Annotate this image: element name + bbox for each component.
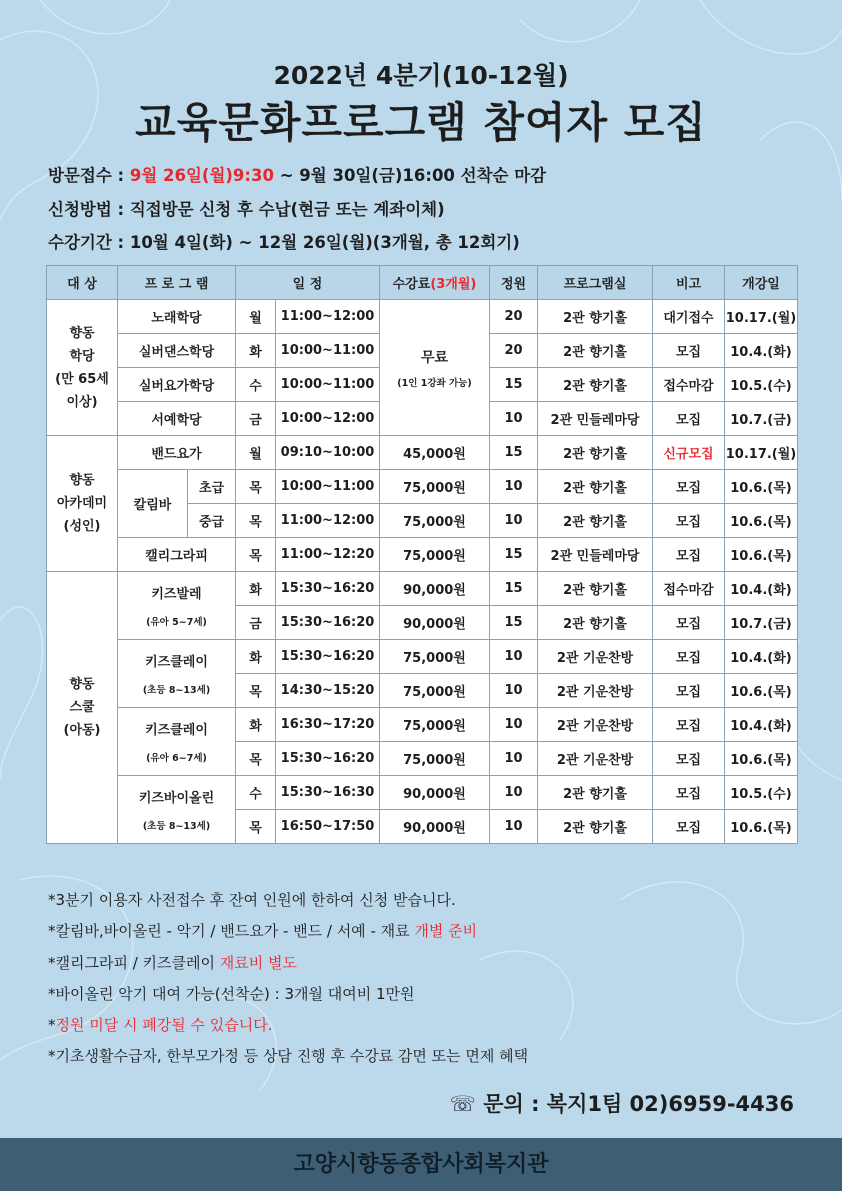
kalimba-cell: 칼림바 [118,470,188,538]
note-cell: 모집 [653,334,725,368]
program-cell: 밴드요가 [118,436,236,470]
day-cell: 화 [236,572,276,606]
note-cell: 모집 [653,538,725,572]
day-cell: 금 [236,402,276,436]
time-cell: 14:30~15:20 [276,674,380,708]
note-3: *캘리그라피 / 키즈클레이 재료비 별도 [48,954,297,972]
page-title: 교육문화프로그램 참여자 모집 [135,98,707,147]
header-target: 대 상 [47,266,118,300]
day-cell: 수 [236,368,276,402]
header-program: 프 로 그 램 [118,266,236,300]
room-cell: 2관 향기홀 [538,572,653,606]
room-cell: 2관 향기홀 [538,368,653,402]
note-cell: 접수마감 [653,368,725,402]
start-cell: 10.17.(월) [725,300,798,334]
fee-cell: 75,000원 [380,538,490,572]
organization-name: 고양시향동종합사회복지관 [293,1152,549,1177]
fee-cell: 75,000원 [380,742,490,776]
time-cell: 10:00~11:00 [276,470,380,504]
capacity-cell: 20 [490,334,538,368]
period-info: 수강기간 : 10월 4일(화) ~ 12월 26일(월)(3개월, 총 12회기) [48,233,520,252]
time-cell: 15:30~16:20 [276,640,380,674]
visit-info: 방문접수 : 9월 26일(월)9:30 ~ 9월 30일(금)16:00 선착순 마감 [48,166,547,185]
day-cell: 목 [236,504,276,538]
capacity-cell: 10 [490,708,538,742]
fee-cell: 75,000원 [380,708,490,742]
start-cell: 10.5.(수) [725,776,798,810]
start-cell: 10.6.(목) [725,674,798,708]
time-cell: 15:30~16:20 [276,742,380,776]
group-cell: 향동 아카데미 (성인) [47,436,118,572]
program-cell: 키즈클레이 (유아 6~7세) [118,708,236,776]
fee-cell: 75,000원 [380,470,490,504]
method-info: 신청방법 : 직접방문 신청 후 수납(현금 또는 계좌이체) [48,200,445,219]
start-cell: 10.4.(화) [725,572,798,606]
capacity-cell: 15 [490,572,538,606]
time-cell: 11:00~12:00 [276,300,380,334]
time-cell: 10:00~11:00 [276,368,380,402]
day-cell: 수 [236,776,276,810]
note-cell: 접수마감 [653,572,725,606]
table-row [47,776,798,810]
time-cell: 15:30~16:30 [276,776,380,810]
table-row [47,300,798,334]
header-schedule: 일 정 [236,266,380,300]
capacity-cell: 10 [490,810,538,844]
program-cell: 실버요가학당 [118,368,236,402]
note-cell: 대기접수 [653,300,725,334]
start-cell: 10.6.(목) [725,742,798,776]
day-cell: 목 [236,810,276,844]
room-cell: 2관 향기홀 [538,436,653,470]
start-cell: 10.6.(목) [725,504,798,538]
room-cell: 2관 향기홀 [538,470,653,504]
start-cell: 10.6.(목) [725,470,798,504]
time-cell: 15:30~16:20 [276,572,380,606]
start-cell: 10.17.(월) [725,436,798,470]
fee-cell: 90,000원 [380,606,490,640]
note-cell: 모집 [653,606,725,640]
note-6: *기초생활수급자, 한부모가정 등 상담 진행 후 수강료 감면 또는 면제 혜택 [48,1047,529,1065]
start-cell: 10.6.(목) [725,810,798,844]
header-capacity: 정원 [490,266,538,300]
capacity-cell: 20 [490,300,538,334]
level-cell: 초급 [188,470,236,504]
program-cell: 서예학당 [118,402,236,436]
header-note: 비고 [653,266,725,300]
capacity-cell: 10 [490,674,538,708]
fee-cell: 75,000원 [380,674,490,708]
room-cell: 2관 향기홀 [538,776,653,810]
note-cell: 모집 [653,640,725,674]
time-cell: 15:30~16:20 [276,606,380,640]
day-cell: 월 [236,300,276,334]
table-row [47,436,798,470]
program-cell: 실버댄스학당 [118,334,236,368]
free-fee-cell: 무료 (1인 1강좌 가능) [380,300,490,436]
table-row [47,538,798,572]
capacity-cell: 10 [490,402,538,436]
table-row [47,708,798,742]
day-cell: 화 [236,708,276,742]
time-cell: 16:30~17:20 [276,708,380,742]
time-cell: 10:00~12:00 [276,402,380,436]
note-5: *정원 미달 시 폐강될 수 있습니다. [48,1016,273,1034]
start-cell: 10.4.(화) [725,334,798,368]
room-cell: 2관 기운찬방 [538,708,653,742]
note-cell: 모집 [653,776,725,810]
contact-info: ☏ 문의 : 복지1팀 02)6959-4436 [449,1092,794,1116]
fee-cell: 45,000원 [380,436,490,470]
program-cell: 키즈클레이 (초등 8~13세) [118,640,236,708]
capacity-cell: 15 [490,368,538,402]
note-1: *3분기 이용자 사전접수 후 잔여 인원에 한하여 신청 받습니다. [48,891,456,909]
note-cell: 모집 [653,742,725,776]
capacity-cell: 15 [490,606,538,640]
time-cell: 11:00~12:20 [276,538,380,572]
fee-cell: 90,000원 [380,776,490,810]
time-cell: 11:00~12:00 [276,504,380,538]
page-subtitle: 2022년 4분기(10-12월) [273,61,569,90]
program-cell: 키즈바이올린 (초등 8~13세) [118,776,236,844]
day-cell: 화 [236,640,276,674]
capacity-cell: 10 [490,742,538,776]
room-cell: 2관 민들레마당 [538,402,653,436]
program-cell: 노래학당 [118,300,236,334]
header-start: 개강일 [725,266,798,300]
start-cell: 10.7.(금) [725,606,798,640]
day-cell: 목 [236,538,276,572]
header-fee: 수강료(3개월) [380,266,490,300]
table-row [47,572,798,606]
room-cell: 2관 향기홀 [538,810,653,844]
start-cell: 10.7.(금) [725,402,798,436]
note-cell: 모집 [653,470,725,504]
capacity-cell: 10 [490,640,538,674]
day-cell: 금 [236,606,276,640]
table-row [47,640,798,674]
header-room: 프로그램실 [538,266,653,300]
table-header-row [47,266,798,300]
day-cell: 목 [236,470,276,504]
start-cell: 10.4.(화) [725,708,798,742]
note-cell: 모집 [653,674,725,708]
room-cell: 2관 향기홀 [538,504,653,538]
start-cell: 10.4.(화) [725,640,798,674]
note-cell: 모집 [653,810,725,844]
capacity-cell: 10 [490,776,538,810]
group-cell: 향동 학당 (만 65세 이상) [47,300,118,436]
capacity-cell: 15 [490,538,538,572]
phone-icon: ☏ [449,1092,476,1116]
room-cell: 2관 기운찬방 [538,742,653,776]
program-cell: 캘리그라피 [118,538,236,572]
room-cell: 2관 향기홀 [538,334,653,368]
room-cell: 2관 기운찬방 [538,674,653,708]
fee-cell: 90,000원 [380,810,490,844]
note-2: *칼림바,바이올린 - 악기 / 밴드요가 - 밴드 / 서예 - 재료 개별 준비 [48,922,478,940]
level-cell: 중급 [188,504,236,538]
note-cell: 모집 [653,504,725,538]
note-cell: 신규모집 [653,436,725,470]
fee-cell: 90,000원 [380,572,490,606]
start-cell: 10.6.(목) [725,538,798,572]
time-cell: 09:10~10:00 [276,436,380,470]
fee-cell: 75,000원 [380,504,490,538]
capacity-cell: 10 [490,504,538,538]
room-cell: 2관 민들레마당 [538,538,653,572]
day-cell: 목 [236,674,276,708]
capacity-cell: 10 [490,470,538,504]
room-cell: 2관 향기홀 [538,606,653,640]
time-cell: 16:50~17:50 [276,810,380,844]
room-cell: 2관 향기홀 [538,300,653,334]
note-4: *바이올린 악기 대여 가능(선착순) : 3개월 대여비 1만원 [48,985,415,1003]
note-cell: 모집 [653,402,725,436]
program-cell: 키즈발레 (유아 5~7세) [118,572,236,640]
capacity-cell: 15 [490,436,538,470]
time-cell: 10:00~11:00 [276,334,380,368]
day-cell: 목 [236,742,276,776]
start-cell: 10.5.(수) [725,368,798,402]
table-row [47,470,798,504]
room-cell: 2관 기운찬방 [538,640,653,674]
schedule-table [46,265,798,844]
day-cell: 화 [236,334,276,368]
footer-bar [0,1138,842,1191]
day-cell: 월 [236,436,276,470]
note-cell: 모집 [653,708,725,742]
group-cell: 향동 스쿨 (아동) [47,572,118,844]
fee-cell: 75,000원 [380,640,490,674]
